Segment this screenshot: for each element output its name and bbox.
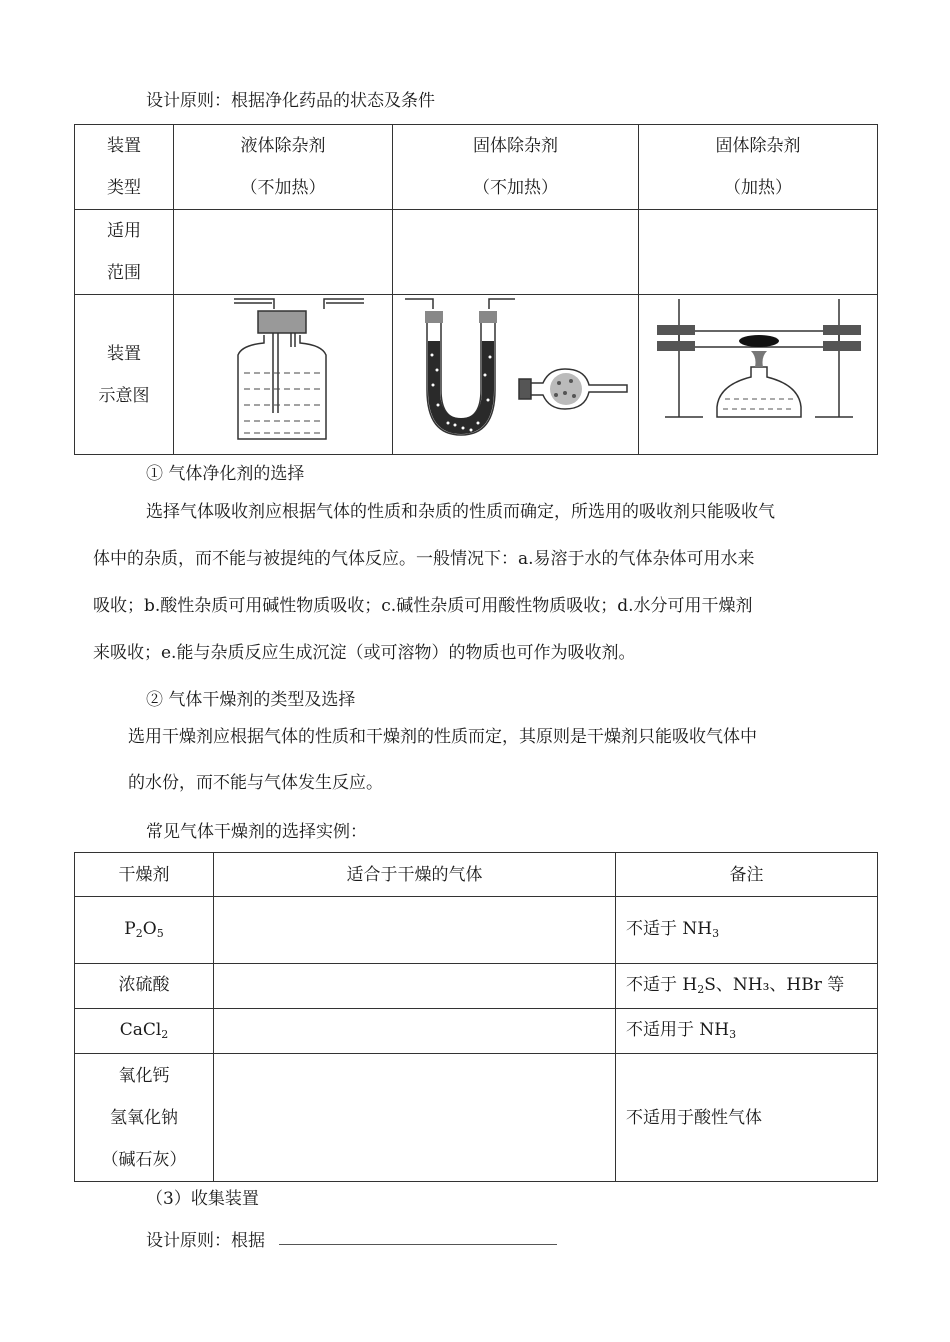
section2-title: ② 气体干燥剂的类型及选择 — [146, 690, 356, 710]
table-row — [75, 295, 878, 455]
gases-cell — [214, 1054, 616, 1182]
header-solid-agent-heated: 固体除杂剂 （加热） — [639, 125, 878, 210]
section1-title: ① 气体净化剂的选择 — [146, 464, 305, 484]
table-row — [75, 964, 878, 1009]
header-drying-agent: 干燥剂 — [75, 853, 214, 897]
gases-cell — [214, 897, 616, 964]
section2-line: 的水份，而不能与气体发生反应。 — [128, 773, 383, 793]
diagram-label: 装置 示意图 — [75, 295, 174, 455]
examples-title: 常见气体干燥剂的选择实例： — [146, 822, 367, 842]
scope-heated-cell — [639, 210, 878, 295]
drying-agent-table — [74, 852, 878, 1182]
note-cell: 不适用于酸性气体 — [616, 1054, 878, 1182]
section1-line: 体中的杂质，而不能与被提纯的气体反应。一般情况下：a.易溶于水的气体杂体可用水来 — [93, 549, 755, 569]
section1-line: 选择气体吸收剂应根据气体的性质和杂质的性质而确定，所选用的吸收剂只能吸收气 — [146, 502, 775, 522]
gases-cell — [214, 1009, 616, 1054]
agent-p2o5: $P_2O_5$ — [75, 897, 214, 964]
table-row — [75, 897, 878, 964]
agent-soda-lime: 氧化钙 氢氧化钠 （碱石灰） — [75, 1054, 214, 1182]
scope-liquid-cell — [174, 210, 393, 295]
note-cell: 不适用于 $NH_3$ — [616, 1009, 878, 1054]
header-solid-agent-unheated: 固体除杂剂 （不加热） — [393, 125, 639, 210]
section1-line: 吸收；b.酸性杂质可用碱性物质吸收；c.碱性杂质可用酸性物质吸收；d.水分可用干燥剂 — [93, 596, 753, 616]
gas-washing-bottle-icon — [174, 295, 393, 455]
agent-sulfuric-acid: 浓硫酸 — [75, 964, 214, 1009]
section1-line: 来吸收；e.能与杂质反应生成沉淀（或可溶物）的物质也可作为吸收剂。 — [93, 643, 636, 663]
heated-combustion-tube-icon — [639, 295, 878, 455]
header-liquid-agent: 液体除杂剂 （不加热） — [174, 125, 393, 210]
answer-blank[interactable] — [279, 1244, 557, 1245]
note-cell: 不适于 $H_2S$、NH₃、HBr 等 — [616, 964, 878, 1009]
table-row — [75, 210, 878, 295]
header-device-type: 装置 类型 — [75, 125, 174, 210]
table-row — [75, 1054, 878, 1182]
table-row — [75, 853, 878, 897]
u-tube-drying-icon — [393, 295, 639, 455]
design-principle-collect: 设计原则：根据 — [146, 1231, 265, 1251]
design-principle-heading: 设计原则：根据净化药品的状态及条件 — [146, 91, 435, 111]
purification-device-table — [74, 124, 878, 455]
header-remarks: 备注 — [616, 853, 878, 897]
note-cell: 不适于 $NH_3$ — [616, 897, 878, 964]
section2-line: 选用干燥剂应根据气体的性质和干燥剂的性质而定，其原则是干燥剂只能吸收气体中 — [128, 727, 757, 747]
table-row — [75, 1009, 878, 1054]
section3-title: （3）收集装置 — [146, 1189, 259, 1209]
gases-cell — [214, 964, 616, 1009]
scope-label: 适用 范围 — [75, 210, 174, 295]
scope-solid-cell — [393, 210, 639, 295]
header-suitable-gases: 适合于干燥的气体 — [214, 853, 616, 897]
table-row — [75, 125, 878, 210]
agent-cacl2: CaCl$_2$ — [75, 1009, 214, 1054]
